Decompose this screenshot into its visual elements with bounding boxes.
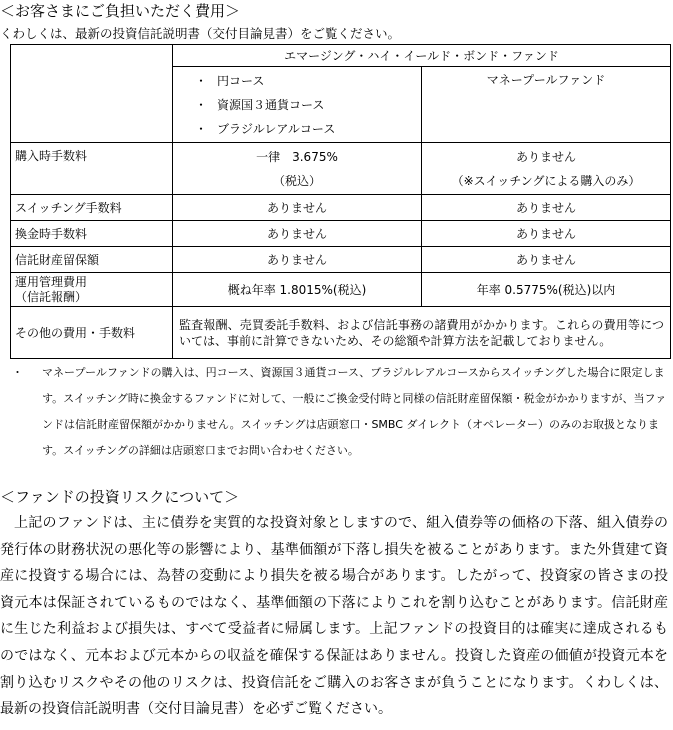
- emerging-fee-cell: ありません: [173, 195, 422, 221]
- fee-note: （※スイッチングによる購入のみ）: [451, 173, 641, 188]
- fees-intro: くわしくは、最新の投資信託説明書（交付目論見書）をご覧ください。: [0, 26, 401, 41]
- table-row: [11, 247, 671, 273]
- row-label: 換金時手数料: [11, 221, 173, 247]
- table-row: [11, 143, 671, 195]
- risk-body: 上記のファンドは、主に債券を実質的な投資対象としますので、組入債券等の価格の下落、組入債券の発行体の財務状況の悪化等の影響により、基準価額が下落し損失を被ることがあります。また外貨建て資産に投資する場合には、為替の変動により損失を被る場合があります。したがって、投資家の皆さまの投資元本は保証されているものではなく、基準価額の下落によりこれを割り込むことがあります。信託財産に生じた利益および損失は、すべて受益者に帰属します。上記ファンドの投資目的は確実に達成されるものではなく、元本および元本からの収益を確保する保証はありません。投資した資産の価値が投資元本を割り込むリスクやその他のリスクは、投資信託をご購入のお客さまが負うことになります。くわしくは、最新の投資信託説明書（交付目論見書）を必ずご覧ください。: [0, 515, 668, 718]
- bullet-icon: ・: [195, 122, 208, 136]
- money-pool-fee-cell: ありません: [422, 247, 671, 273]
- bullet-icon: ・: [195, 98, 208, 112]
- course-label: 資源国３通貨コース: [217, 98, 325, 112]
- other-fees-cell: 監査報酬、売買委託手数料、および信託事務の諸費用がかかります。これらの費用等については、事前に計算できないため、その総額や計算方法を記載しておりません。: [173, 307, 671, 359]
- risk-heading: ＜ファンドの投資リスクについて＞: [0, 488, 240, 506]
- fees-heading: ＜お客さまにご負担いただく費用＞: [0, 2, 241, 20]
- table-row: [11, 273, 671, 307]
- course-item: [195, 69, 417, 93]
- table-header-row: [11, 45, 671, 67]
- table-row: [11, 195, 671, 221]
- fee-table: [10, 44, 671, 359]
- course-label: 円コース: [217, 74, 265, 88]
- fee-note: （税込）: [272, 173, 321, 188]
- note-bullet: ・: [12, 366, 23, 379]
- emerging-fee-cell: ありません: [173, 221, 422, 247]
- risk-section: [0, 510, 668, 723]
- switching-note: [12, 360, 672, 464]
- fee-value: 一律 3.675%: [256, 149, 338, 164]
- money-pool-fee-cell: 年率 0.5775%(税込)以内: [422, 273, 671, 307]
- course-item: [195, 117, 417, 141]
- course-list-cell: [173, 67, 422, 143]
- table-row: [11, 307, 671, 359]
- row-label: 購入時手数料: [11, 143, 173, 195]
- money-pool-fund-header: マネープールファンド: [422, 67, 671, 143]
- emerging-fee-cell: [173, 143, 422, 195]
- row-label: 信託財産留保額: [11, 247, 173, 273]
- emerging-fee-cell: ありません: [173, 247, 422, 273]
- note-text: マネープールファンドの購入は、円コース、資源国３通貨コース、ブラジルレアルコースからスイッチングした場合に限定します。スイッチング時に換金するファンドに対して、一般にご換金受付時と同様の信託財産留保額・税金がかかりますが、当ファンドは信託財産留保額がかかりません。スイッチングは店頭窓口・SMBC ダイレクト（オペレーター）のみのお取扱となります。スイッチングの詳細は店頭窓口までお問い合わせください。: [42, 366, 667, 457]
- bullet-icon: ・: [195, 74, 208, 88]
- fee-value: ありません: [515, 149, 576, 164]
- row-label: その他の費用・手数料: [11, 307, 173, 359]
- row-label-line: （信託報酬）: [15, 289, 88, 304]
- row-label: [11, 273, 173, 307]
- money-pool-fee-cell: ありません: [422, 195, 671, 221]
- money-pool-fee-cell: ありません: [422, 221, 671, 247]
- course-item: [195, 93, 417, 117]
- table-corner-cell: [11, 45, 173, 143]
- emerging-fee-cell: 概ね年率 1.8015%(税込): [173, 273, 422, 307]
- course-list: [177, 69, 417, 141]
- row-label: スイッチング手数料: [11, 195, 173, 221]
- fund-name-header: エマージング・ハイ・イールド・ボンド・ファンド: [173, 45, 671, 67]
- course-label: ブラジルレアルコース: [217, 122, 336, 136]
- table-row: [11, 221, 671, 247]
- row-label-line: 運用管理費用: [15, 274, 88, 289]
- money-pool-fee-cell: [422, 143, 671, 195]
